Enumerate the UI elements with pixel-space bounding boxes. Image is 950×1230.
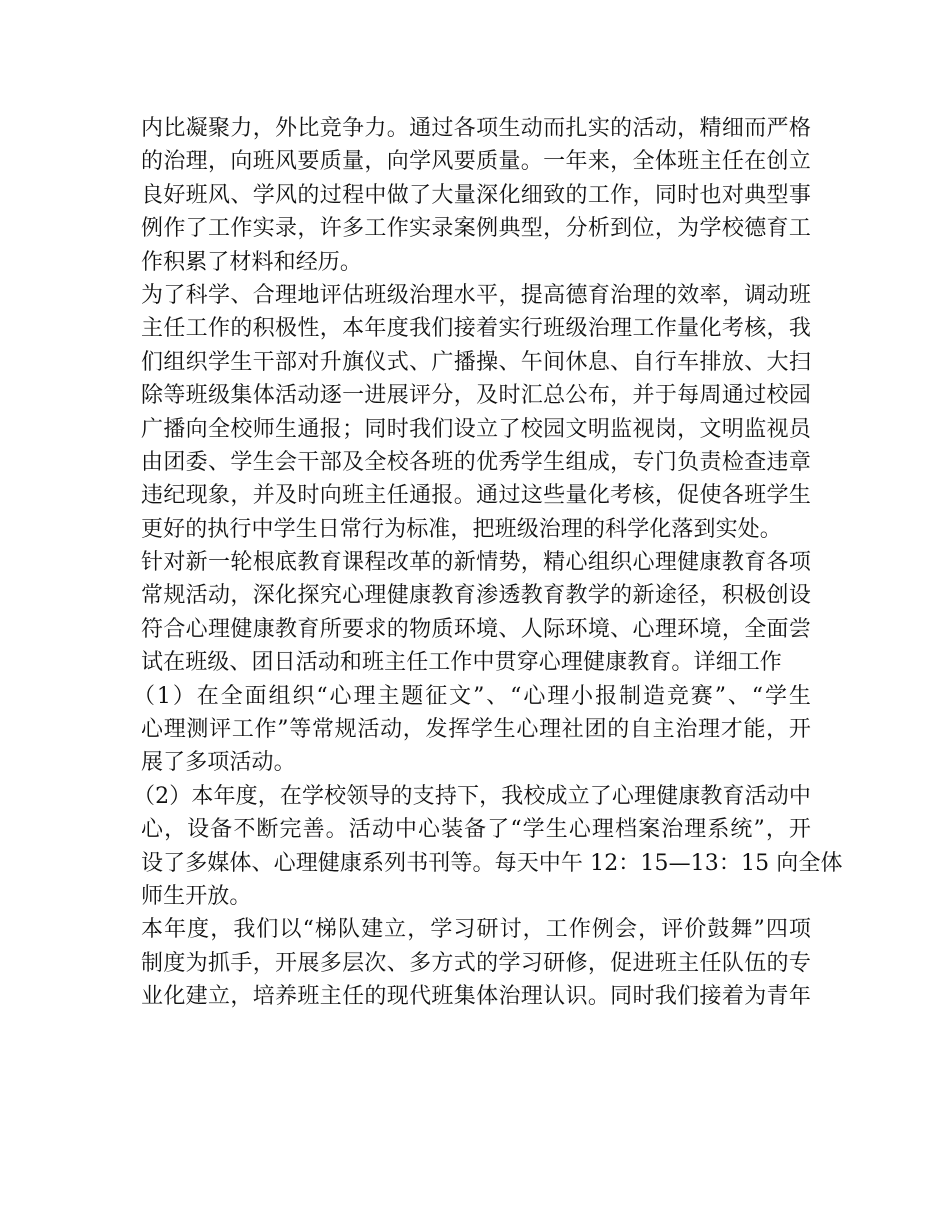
text-line: 作积累了材料和经历。 [141, 249, 363, 275]
text-line: 例作了工作实录，许多工作实录案例典型，分析到位，为学校德育工 [141, 216, 811, 242]
document-body [133, 112, 843, 1014]
text-line: 们组织学生干部对升旗仪式、广播操、午间休息、自行车排放、大扫 [141, 349, 811, 375]
text-line: 主任工作的积极性，本年度我们接着实行班级治理工作量化考核，我 [141, 316, 811, 342]
text-line: 设了多媒体、心理健康系列书刊等。每天中午 12：15—13：15 向全体 [141, 850, 843, 876]
text-line: 广播向全校师生通报；同时我们设立了校园文明监视岗，文明监视员 [141, 416, 811, 442]
text-line: 违纪现象，并及时向班主任通报。通过这些量化考核，促使各班学生 [141, 483, 811, 509]
text-line: 良好班风、学风的过程中做了大量深化细致的工作，同时也对典型事 [141, 182, 811, 208]
text-line: （1）在全面组织“心理主题征文”、“心理小报制造竞赛”、“学生 [133, 683, 811, 709]
text-line: 心，设备不断完善。活动中心装备了“学生心理档案治理系统”，开 [141, 817, 811, 843]
text-line: 符合心理健康教育所要求的物质环境、人际环境、心理环境，全面尝 [141, 616, 811, 642]
text-line: 为了科学、合理地评估班级治理水平，提高德育治理的效率，调动班 [141, 282, 811, 308]
text-line: 制度为抓手，开展多层次、多方式的学习研修，促进班主任队伍的专 [141, 950, 811, 976]
text-line: 内比凝聚力，外比竞争力。通过各项生动而扎实的活动，精细而严格 [141, 116, 811, 141]
text-line: （2）本年度，在学校领导的支持下，我校成立了心理健康教育活动中 [133, 783, 811, 809]
text-line: 业化建立，培养班主任的现代班集体治理认识。同时我们接着为青年 [141, 984, 811, 1010]
text-line: 常规活动，深化探究心理健康教育渗透教育教学的新途径，积极创设 [141, 583, 811, 609]
text-line: 由团委、学生会干部及全校各班的优秀学生组成，专门负责检查违章 [141, 449, 811, 475]
text-line: 的治理，向班风要质量，向学风要质量。一年来，全体班主任在创立 [141, 149, 811, 175]
text-line: 试在班级、团日活动和班主任工作中贯穿心理健康教育。详细工作 [141, 650, 782, 676]
text-line: 本年度，我们以“梯队建立，学习研讨，工作例会，评价鼓舞”四项 [141, 917, 811, 943]
text-line: 针对新一轮根底教育课程改革的新情势，精心组织心理健康教育各项 [141, 550, 811, 576]
text-line: 除等班级集体活动逐一进展评分，及时汇总公布，并于每周通过校园 [141, 383, 811, 409]
text-line: 更好的执行中学生日常行为标准，把班级治理的科学化落到实处。 [141, 516, 782, 542]
text-line: 师生开放。 [141, 883, 252, 909]
text-line: 展了多项活动。 [141, 750, 296, 776]
text-line: 心理测评工作”等常规活动，发挥学生心理社团的自主治理才能，开 [141, 717, 811, 743]
